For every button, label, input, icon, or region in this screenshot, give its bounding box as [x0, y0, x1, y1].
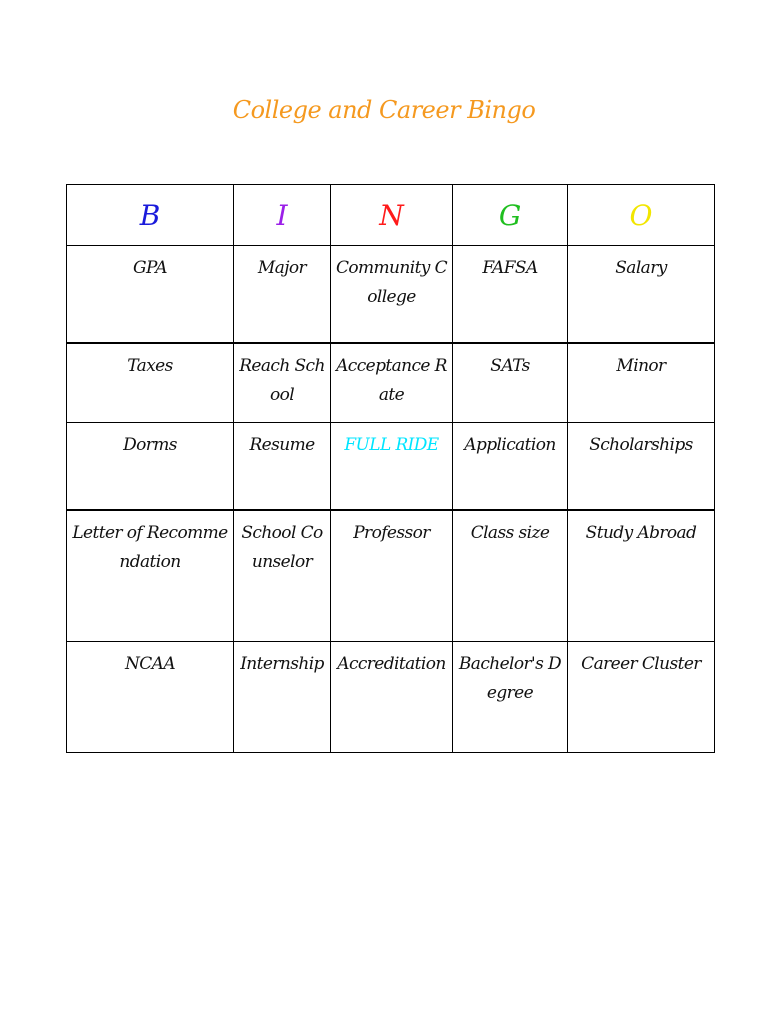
cell-text: Salary — [615, 258, 667, 278]
bingo-cell — [234, 423, 331, 511]
bingo-cell — [568, 246, 715, 344]
bingo-row — [67, 423, 715, 511]
bingo-cell — [234, 510, 331, 642]
bingo-cell — [331, 510, 453, 642]
bingo-cell — [331, 343, 453, 423]
cell-text: Acceptance Rate — [336, 356, 447, 405]
bingo-cell — [234, 343, 331, 423]
bingo-cell — [568, 343, 715, 423]
header-letter-g — [453, 185, 568, 246]
cell-text: Community College — [335, 258, 448, 307]
free-space-text: FULL RIDE — [344, 435, 439, 455]
cell-text: Bachelor's Degree — [458, 654, 562, 703]
bingo-row — [67, 343, 715, 423]
bingo-cell — [568, 510, 715, 642]
header-letter: B — [139, 198, 161, 232]
cell-text: Major — [257, 258, 307, 278]
bingo-card — [66, 184, 715, 753]
cell-text: Accreditation — [337, 654, 446, 674]
bingo-cell — [331, 246, 453, 344]
header-letter: O — [629, 198, 653, 232]
bingo-cell — [67, 246, 234, 344]
cell-text: Scholarships — [589, 435, 693, 455]
header-letter: I — [276, 198, 288, 232]
cell-text: Taxes — [127, 356, 173, 376]
cell-text: Professor — [353, 523, 430, 543]
cell-text: Minor — [616, 356, 666, 376]
bingo-row — [67, 510, 715, 642]
cell-text: NCAA — [124, 654, 176, 674]
bingo-cell — [67, 510, 234, 642]
cell-text: GPA — [133, 258, 167, 278]
cell-text: Career Cluster — [581, 654, 701, 674]
bingo-cell — [453, 423, 568, 511]
header-letter: G — [498, 198, 522, 232]
bingo-row — [67, 642, 715, 753]
bingo-cell — [568, 423, 715, 511]
bingo-cell — [453, 246, 568, 344]
cell-text: Internship — [240, 654, 324, 674]
cell-text: Reach School — [239, 356, 325, 405]
bingo-cell — [67, 642, 234, 753]
cell-text: Application — [464, 435, 556, 455]
bingo-cell — [568, 642, 715, 753]
cell-text: Study Abroad — [585, 523, 697, 543]
header-letter-b — [67, 185, 234, 246]
cell-text: Class size — [470, 523, 550, 543]
cell-text: Resume — [249, 435, 315, 455]
cell-text: School Counselor — [241, 523, 323, 572]
header-letter-i — [234, 185, 331, 246]
cell-text: FAFSA — [482, 258, 538, 278]
header-letter-n — [331, 185, 453, 246]
bingo-cell — [331, 642, 453, 753]
bingo-row — [67, 246, 715, 344]
bingo-cell — [234, 642, 331, 753]
bingo-cell — [67, 343, 234, 423]
bingo-cell — [453, 642, 568, 753]
cell-text: Letter of Recommendation — [72, 523, 228, 572]
page-title: College and Career Bingo — [232, 96, 536, 124]
bingo-header-row — [67, 185, 715, 246]
bingo-cell — [67, 423, 234, 511]
bingo-cell — [453, 510, 568, 642]
free-space-cell — [331, 423, 453, 511]
cell-text: SATs — [490, 356, 530, 376]
header-letter: N — [379, 198, 404, 232]
bingo-cell — [234, 246, 331, 344]
bingo-cell — [453, 343, 568, 423]
cell-text: Dorms — [123, 435, 177, 455]
header-letter-o — [568, 185, 715, 246]
